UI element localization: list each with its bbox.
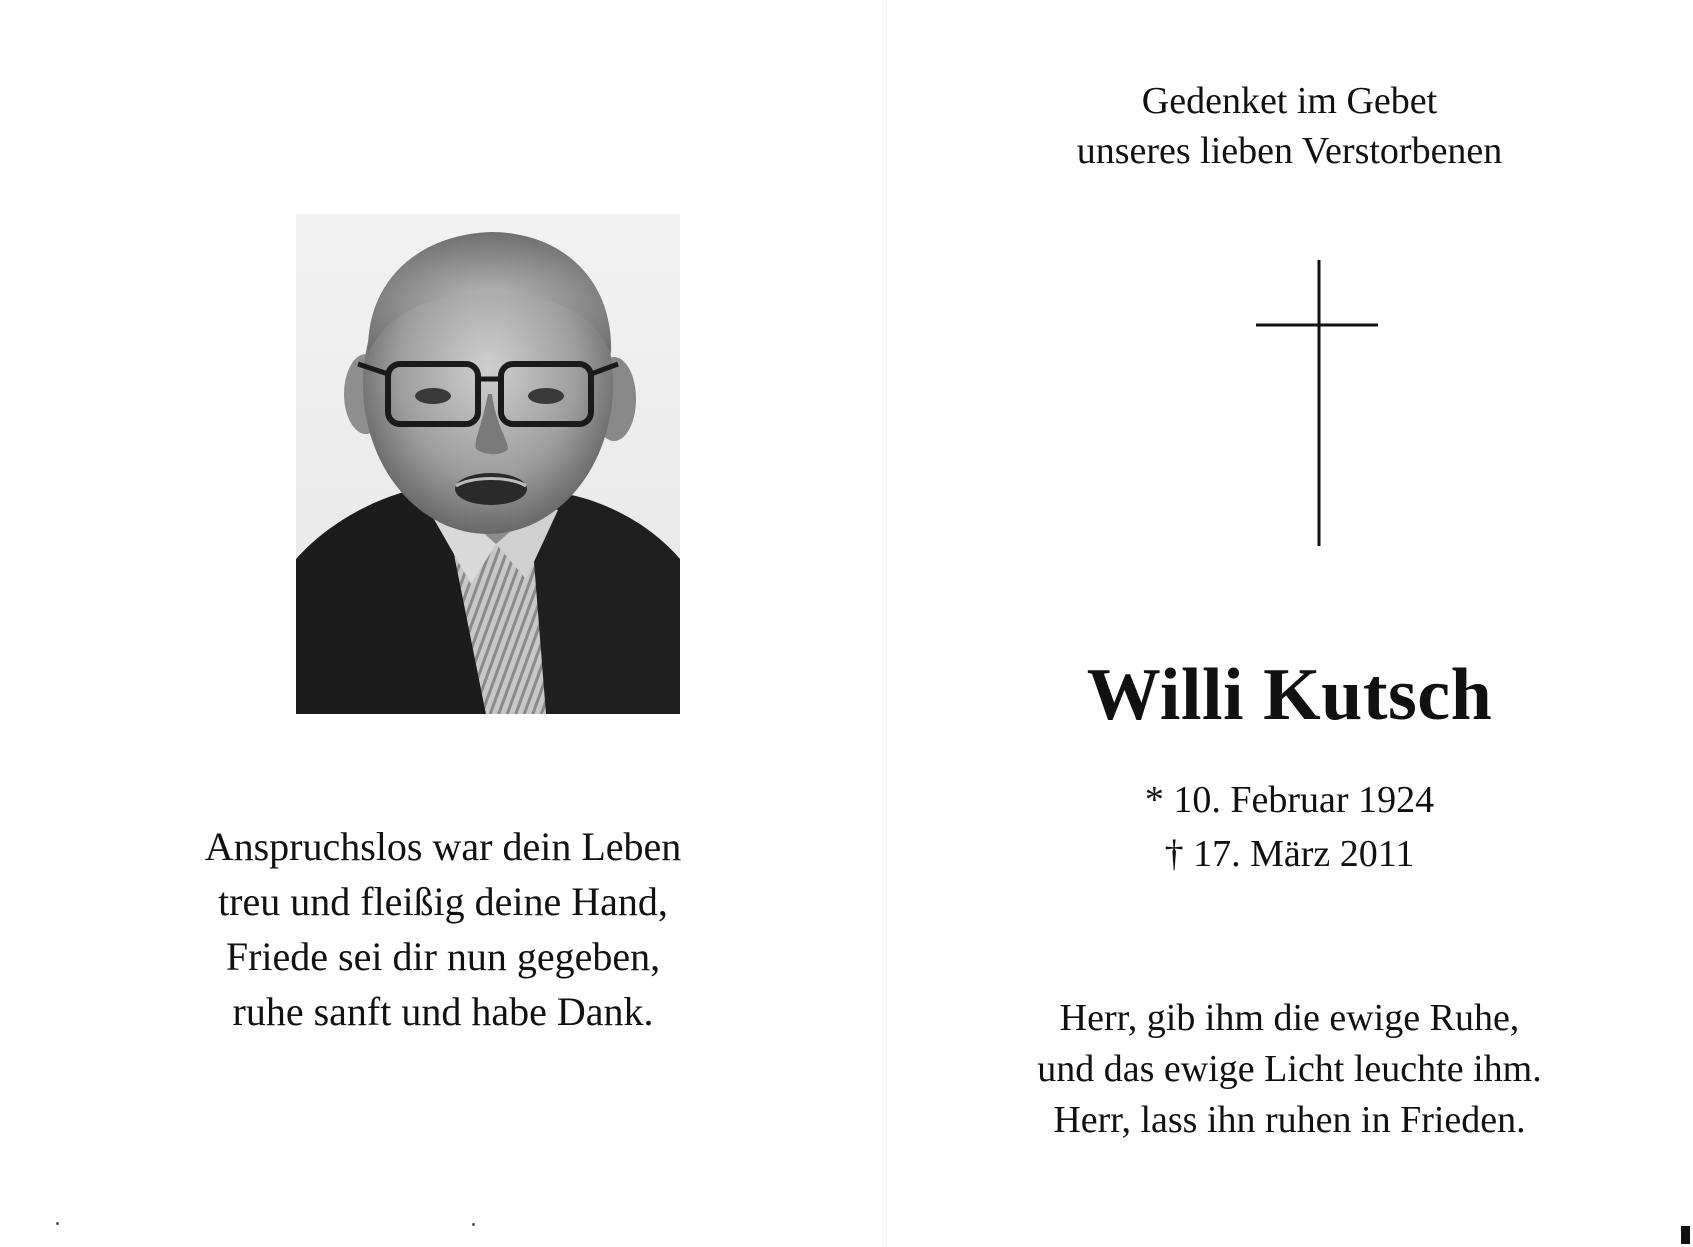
memorial-heading	[886, 76, 1693, 176]
verse-line: ruhe sanft und habe Dank.	[232, 989, 654, 1034]
verse-line: treu und fleißig deine Hand,	[218, 879, 668, 924]
scan-edge-mark	[1681, 1226, 1690, 1244]
prayer-line: Herr, gib ihm die ewige Ruhe,	[1059, 997, 1520, 1039]
verse	[0, 819, 886, 1039]
latin-cross-icon	[1240, 260, 1380, 550]
life-dates	[886, 773, 1693, 881]
death-date: † 17. März 2011	[1164, 833, 1415, 875]
prayer-line: und das ewige Licht leuchte ihm.	[1037, 1048, 1542, 1090]
prayer	[886, 993, 1693, 1146]
prayer-line: Herr, lass ihn ruhen in Frieden.	[1053, 1099, 1526, 1141]
verse-line: Anspruchslos war dein Leben	[204, 824, 682, 869]
deceased-name: Willi Kutsch	[1086, 654, 1493, 736]
birth-date: * 10. Februar 1924	[1144, 779, 1435, 821]
scan-speck	[472, 1223, 475, 1226]
heading-line: Gedenket im Gebet	[1141, 80, 1438, 122]
right-panel	[886, 0, 1693, 1247]
verse-line: Friede sei dir nun gegeben,	[225, 934, 661, 979]
heading-line: unseres lieben Verstorbenen	[1076, 130, 1503, 172]
scan-speck	[56, 1222, 59, 1225]
portrait-photo	[296, 214, 680, 714]
